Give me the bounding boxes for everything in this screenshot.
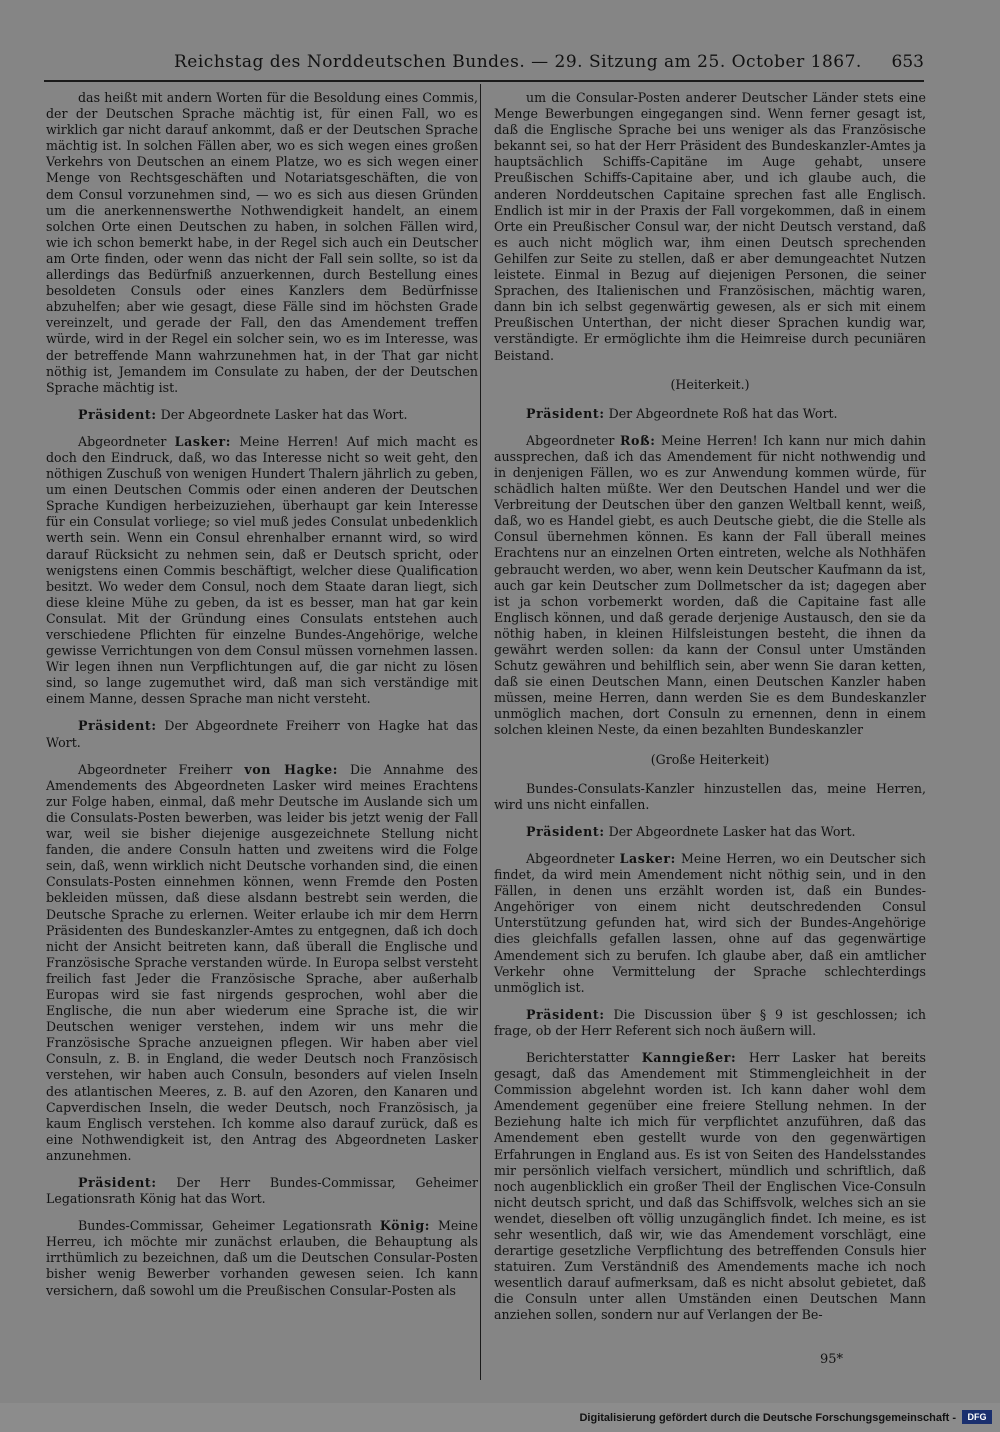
page-number: 653: [891, 52, 924, 72]
speech-text: Die Discussion über § 9 ist geschlossen; ich frage, ob der Herr Referent sich noch äußern will.: [494, 1006, 926, 1038]
speech-paragraph: [46, 1175, 478, 1207]
column-divider: [480, 84, 481, 1380]
speaker-name: König:: [379, 1218, 430, 1234]
speaker-prefix: Bundes-Commissar, Geheimer Legationsrath: [78, 1218, 372, 1234]
speaker-name: Präsident:: [526, 405, 605, 421]
speech-paragraph: [494, 824, 926, 840]
speaker-name: Lasker:: [619, 850, 676, 866]
speech-text: Meine Herren! Auf mich macht es doch den Eindruck, daß, wo das Interesse nicht so weit geht, den nöthigen Zuschuß von wenigen Hundert Thalern jährlich zu geben, um einen Deutschen Commis oder einen anderen der Deutschen Sprache Kundigen herbeizuziehen, überhaupt gar kein Interesse für ein Consulat vorliege; so viel muß jedes Consulat unbedenklich werth sein. Wenn ein Consul ehrenhalber ernannt wird, so wird darauf Rücksicht zu nehmen sein, daß er Deutsch spricht, oder wenigstens einen Commis beschäftigt, welcher diese Qualification besitzt. Wo weder dem Consul, noch dem Staate daran liegt, sich diese kleine Mühe zu geben, da ist es besser, man hat gar kein Consulat. Mit der Gründung eines Consulats entstehen auch verschiedene Pflichten für einzelne Bundes-Angehörige, welche gewisse Verrichtungen von dem Consul müssen vornehmen lassen. Wir legen ihnen nun Verpflichtungen auf, die gar nicht zu lösen sind, so lange zugemuthet wird, daß man sich verständige mit einem Manne, dessen Sprache man nicht versteht.: [46, 433, 478, 707]
speaker-name: Präsident:: [78, 406, 157, 422]
right-column: [494, 90, 926, 1333]
speech-text: Die Annahme des Amendements des Abgeordneten Lasker wird meines Erachtens zur Folge haben, einmal, daß mehr Deutsche im Auslande sich um die Consulats-Posten bewerben, was leider bis jetzt wenig der Fall war, weil sie bisher diejenige ausgezeichnete Stellung nicht fanden, die andere Consuln hatten und zweitens wird die Folge sein, daß, wenn wirklich nicht Deutsche vorhanden sind, die einen Consulats-Posten einnehmen können, wenn Fremde den Posten bekleiden müssen, daß diese alsdann bestrebt sein werden, die Deutsche Sprache zu erlernen. Weiter erlaube ich mir dem Herrn Präsidenten des Bundeskanzler-Amtes zu entgegnen, daß ich doch nicht der Ansicht beitreten kann, daß überall die Englische und Französische Sprache verstanden würde. In Europa selbst versteht freilich fast Jeder die Französische Sprache, aber außerhalb Europas wird sie fast nirgends gesprochen, wohl aber die Englische, die nun aber wiederum eine Sprache ist, die wir Deutschen weniger verstehen, indem wir uns mehr die Französische Sprache anzueignen pflegen. Wir haben aber viel Consuln, z. B. in England, die weder Deutsch noch Französisch verstehen, wir haben auch Consuln, besonders auf vielen Inseln des atlantischen Meeres, z. B. auf den Azoren, den Kanaren und Capverdischen Inseln, die weder Deutsch, noch Französisch, ja kaum Englisch verstehen. Ich komme also darauf zurück, daß es eine Nothwendigkeit ist, den Antrag des Abgeordneten Lasker anzunehmen.: [46, 761, 478, 1163]
speech-text: Der Abgeordnete Lasker hat das Wort.: [160, 406, 408, 422]
page-header: [44, 46, 924, 82]
speech-paragraph: [494, 1050, 926, 1324]
speaker-name: Präsident:: [78, 1175, 157, 1190]
page-header-title: Reichstag des Norddeutschen Bundes. — 29. Sitzung am 25. October 1867.: [174, 52, 862, 72]
speech-paragraph: [46, 407, 478, 423]
footer-bar: [0, 1403, 1000, 1432]
speech-paragraph: [494, 1007, 926, 1039]
footer-credit: Digitalisierung gefördert durch die Deutsche Forschungsgemeinschaft -: [579, 1412, 956, 1424]
speaker-name: Roß:: [619, 432, 656, 448]
body-paragraph: um die Consular-Posten anderer Deutscher Länder stets eine Menge Bewerbungen eingegangen sind. Wenn ferner gesagt ist, daß die Englische Sprache bei uns weniger als das Französische bekannt sei, so hat der Herr Präsident des Bundeskanzler-Amtes ja hauptsächlich Schiffs-Capitäne im Auge gehabt, unsere Preußischen Schiffs-Capitaine aber, und ich glaube auch, die anderen Norddeutschen Capitaine sprechen fast alle Englisch. Endlich ist mir in der Praxis der Fall vorgekommen, daß in einem Orte ein Preußischer Consul war, der nicht Deutsch verstand, daß es auch nicht möglich war, ihm einen Deutsch sprechenden Gehilfen zur Seite zu stellen, daß er aber demungeachtet Nutzen leistete. Einmal in Bezug auf diejenigen Personen, die seiner Sprachen, des Italienischen und Französischen, mächtig waren, dann bin ich selbst gegenwärtig gewesen, als er sich mit einem Preußischen Unterthan, der nicht dieser Sprachen kundig war, verständigte. Er ermöglichte ihm die Heimreise durch pecuniären Beistand.: [494, 90, 926, 363]
speaker-name: von Hagke:: [244, 761, 338, 777]
speaker-name: Präsident:: [78, 718, 157, 734]
speech-text: Der Abgeordnete Lasker hat das Wort.: [608, 823, 856, 839]
speaker-prefix: Abgeordneter Freiherr: [78, 761, 233, 777]
speech-paragraph: [494, 851, 926, 996]
speech-text: Meine Herreu, ich möchte mir zunächst erlauben, die Behauptung als irrthümlich zu bezeichnen, daß um die Deutschen Consular-Posten bisher wenig Bewerber vorhanden gewesen seien. Ich kann versichern, daß sowohl um die Preußischen Consular-Posten als: [46, 1218, 478, 1298]
speaker-name: Präsident:: [526, 823, 605, 839]
speech-text: Meine Herren, wo ein Deutscher sich findet, da wird mein Amendement nicht nöthig sein, und in den Fällen, in denen uns erzählt worden ist, daß ein Bundes-Angehöriger von einem nicht deutschredenden Consul Unterstützung gefunden hat, wird sich der Bundes-Angehörige dies gleichfalls gefallen lassen, ohne auf das gegenwärtige Amendement sich zu berufen. Ich glaube aber, daß ein amtlicher Verkehr ohne Vermittelung der Sprache schlechterdings unmöglich ist.: [494, 850, 926, 995]
stage-direction: (Große Heiterkeit): [650, 751, 770, 767]
speaker-name: Präsident:: [526, 1006, 605, 1022]
speech-text: Der Abgeordnete Roß hat das Wort.: [608, 405, 838, 421]
speech-text: Herr Lasker hat bereits gesagt, daß das Amendement mit Stimmengleichheit in der Commission abgelehnt worden ist. Ich kann daher wohl dem Amendement gegenüber eine freiere Stellung nehmen. In der Beziehung halte ich mich für verpflichtet anzuführen, daß das Amendement eben gestellt wurde von den gegenwärtigen Erfahrungen in England aus. Es ist von Seiten des Handelsstandes mir persönlich vielfach versichert, mündlich und schriftlich, daß noch augenblicklich ein großer Theil der Englischen Vice-Consuln nicht deutsch spricht, und daß das Schiffsvolk, welches sich an sie wendet, dieselben oft völlig unzugänglich findet. Ich meine, es ist sehr wesentlich, daß wir, wie das Amendement vorschlägt, eine derartige gesetzliche Verpflichtung des betreffenden Consuls hier statuiren. Zum Verständniß des Amendements mache ich noch wesentlich darauf aufmerksam, daß es nicht absolut gebietet, daß die Consuln unter allen Umständen einen Deutschen Mann anziehen sollen, sondern nur auf Verlangen der Be-: [494, 1049, 926, 1323]
dfg-logo: DFG: [962, 1410, 992, 1424]
speaker-prefix: Abgeordneter: [78, 433, 167, 449]
speech-text: Der Herr Bundes-Commissar, Geheimer Legationsrath König hat das Wort.: [46, 1175, 478, 1207]
speech-paragraph: [46, 718, 478, 750]
speaker-prefix: Abgeordneter: [526, 432, 615, 448]
speech-text: Meine Herren! Ich kann nur mich dahin aussprechen, daß ich das Amendement für nicht nothwendig und in denjenigen Fällen, wo es zur Anwendung kommen würde, für schädlich halten müßte. Wer den Deutschen Handel und wer die Verbreitung der Deutschen über den ganzen Weltball kennt, weiß, daß, wo es Handel giebt, es auch Deutsche giebt, die die Stelle als Consul übernehmen können. Es kann der Fall überall meines Erachtens nur an einzelnen Orten eintreten, welche als Nothhäfen gebraucht werden, wo aber, wenn kein Deutscher Kaufmann da ist, auch gar kein Deutscher zum Dollmetscher da ist; dagegen aber ist ja schon vorbemerkt worden, daß die Capitaine fast alle Englisch können, und daß gerade derjenige Austausch, den sie da nöthig haben, in kleinen Hilfsleistungen besteht, die ihnen da gewährt werden sollen: da kann der Consul unter Umständen Schutz gewähren und behilflich sein, aber wenn Sie daran ketten, daß sie einen Deutschen Mann, einen Deutschen Kanzler haben müssen, meine Herren, dann werden Sie es dem Bundeskanzler unmöglich machen, dort Consuln zu ernennen, denn in einem solchen kleinen Neste, da einen bezahlten Bundeskanzler: [494, 432, 926, 738]
speaker-prefix: Abgeordneter: [526, 850, 615, 866]
body-paragraph: das heißt mit andern Worten für die Besoldung eines Commis, der der Deutschen Sprache mächtig ist, für einen Fall, wo es wirklich gar nicht darauf ankommt, daß er der Deutschen Sprache mächtig ist. In solchen Fällen aber, wo es sich wegen eines großen Verkehrs von Deutschen an einem Platze, wo es sich wegen einer Menge von Rechtsgeschäften und Notariatsgeschäften, die von dem Consul vorzunehmen sind, — wo es sich aus diesen Gründen um die anerkennenswerthe Nothwendigkeit handelt, an einem solchen Orte einen Deutschen zu haben, in solchen Fällen wird, wie ich schon bemerkt habe, in der Regel sich auch ein Deutscher am Orte finden, oder wenn das nicht der Fall sein sollte, so ist da allerdings das Bedürfniß anzuerkennen, durch Bestellung eines besoldeten Consuls oder eines Kanzlers dem Bedürfnisse abzuhelfen; aber wie gesagt, diese Fälle sind im höchsten Grade vereinzelt, und gerade der Fall, den das Amendement treffen würde, wird in der Regel ein solcher sein, wo es im Interesse, was der betreffende Mann wahrzunehmen hat, in der That gar nicht nöthig ist, Jemandem im Consulate zu haben, der der Deutschen Sprache mächtig ist.: [46, 90, 478, 395]
speech-paragraph: [46, 1218, 478, 1298]
speech-paragraph: [46, 434, 478, 708]
speech-paragraph: [46, 762, 478, 1164]
speaker-name: Lasker:: [174, 433, 231, 449]
signature-mark: 95*: [820, 1352, 844, 1367]
speech-paragraph: [494, 433, 926, 739]
speaker-name: Kanngießer:: [641, 1049, 737, 1065]
body-paragraph: Bundes-Consulats-Kanzler hinzustellen das, meine Herren, wird uns nicht einfallen.: [494, 780, 926, 812]
speech-text: Der Abgeordnete Freiherr von Hagke hat das Wort.: [46, 718, 478, 750]
stage-direction: (Heiterkeit.): [670, 376, 750, 392]
speaker-prefix: Berichterstatter: [526, 1049, 630, 1065]
left-column: [46, 90, 478, 1308]
speech-paragraph: [494, 406, 926, 422]
